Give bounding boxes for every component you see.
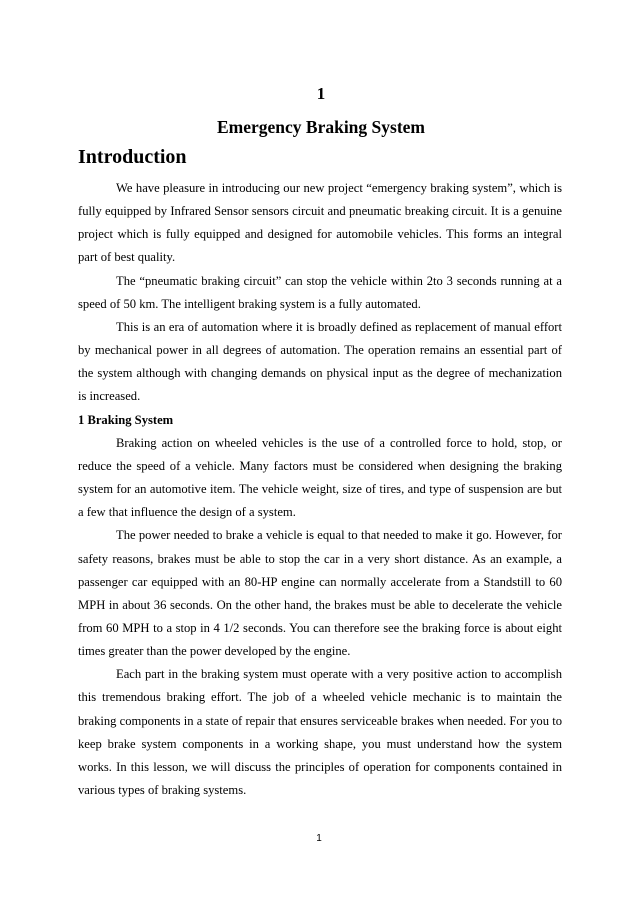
chapter-number: 1 bbox=[316, 84, 326, 103]
section-heading-introduction: Introduction bbox=[78, 146, 187, 168]
paragraph: This is an era of automation where it is broadly defined as replacement of manual effort by mechanical power in all degrees of automation. The operation remains an essential part of the system although with changing demands on physical input as the degree of mechanization is increased. bbox=[78, 319, 562, 404]
paragraph: Braking action on wheeled vehicles is the use of a controlled force to hold, stop, or reduce the speed of a vehicle. Many factors must be considered when designing the braking system for an automotive item. The vehicle weight, size of tires, and type of suspension are but a few that influence the design of a system. bbox=[78, 435, 562, 520]
paragraph: The “pneumatic braking circuit” can stop the vehicle within 2to 3 seconds running at a speed of 50 km. The intelligent braking system is a fully automated. bbox=[78, 273, 562, 311]
paragraph: Each part in the braking system must operate with a very positive action to accomplish this tremendous braking effort. The job of a wheeled vehicle mechanic is to maintain the braking components in a state of repair that ensures serviceable brakes when needed. For you to keep brake system components in a working shape, you must understand how the system works. In this lesson, we will discuss the principles of operation for components contained in various types of braking systems. bbox=[78, 667, 562, 798]
body-text bbox=[78, 177, 562, 802]
paragraph: We have pleasure in introducing our new project “emergency braking system”, which is fully equipped by Infrared Sensor sensors circuit and pneumatic breaking circuit. It is a genuine project which is fully equipped and designed for automobile vehicles. This forms an integral part of best quality. bbox=[78, 181, 562, 265]
chapter-title: Emergency Braking System bbox=[216, 117, 426, 137]
paragraph: The power needed to brake a vehicle is equal to that needed to make it go. However, for safety reasons, brakes must be able to stop the car in a very short distance. As an example, a passenger car equipped with an 80-HP engine can normally accelerate from a Standstill to 60 MPH in about 36 seconds. On the other hand, the brakes must be able to decelerate the vehicle from 60 MPH to a stop in 4 1/2 seconds. You can therefore see the braking force is about eight times greater than the power developed by the engine. bbox=[78, 528, 562, 659]
page-number: 1 bbox=[316, 833, 322, 844]
subsection-heading-braking-system: 1 Braking System bbox=[78, 412, 174, 427]
